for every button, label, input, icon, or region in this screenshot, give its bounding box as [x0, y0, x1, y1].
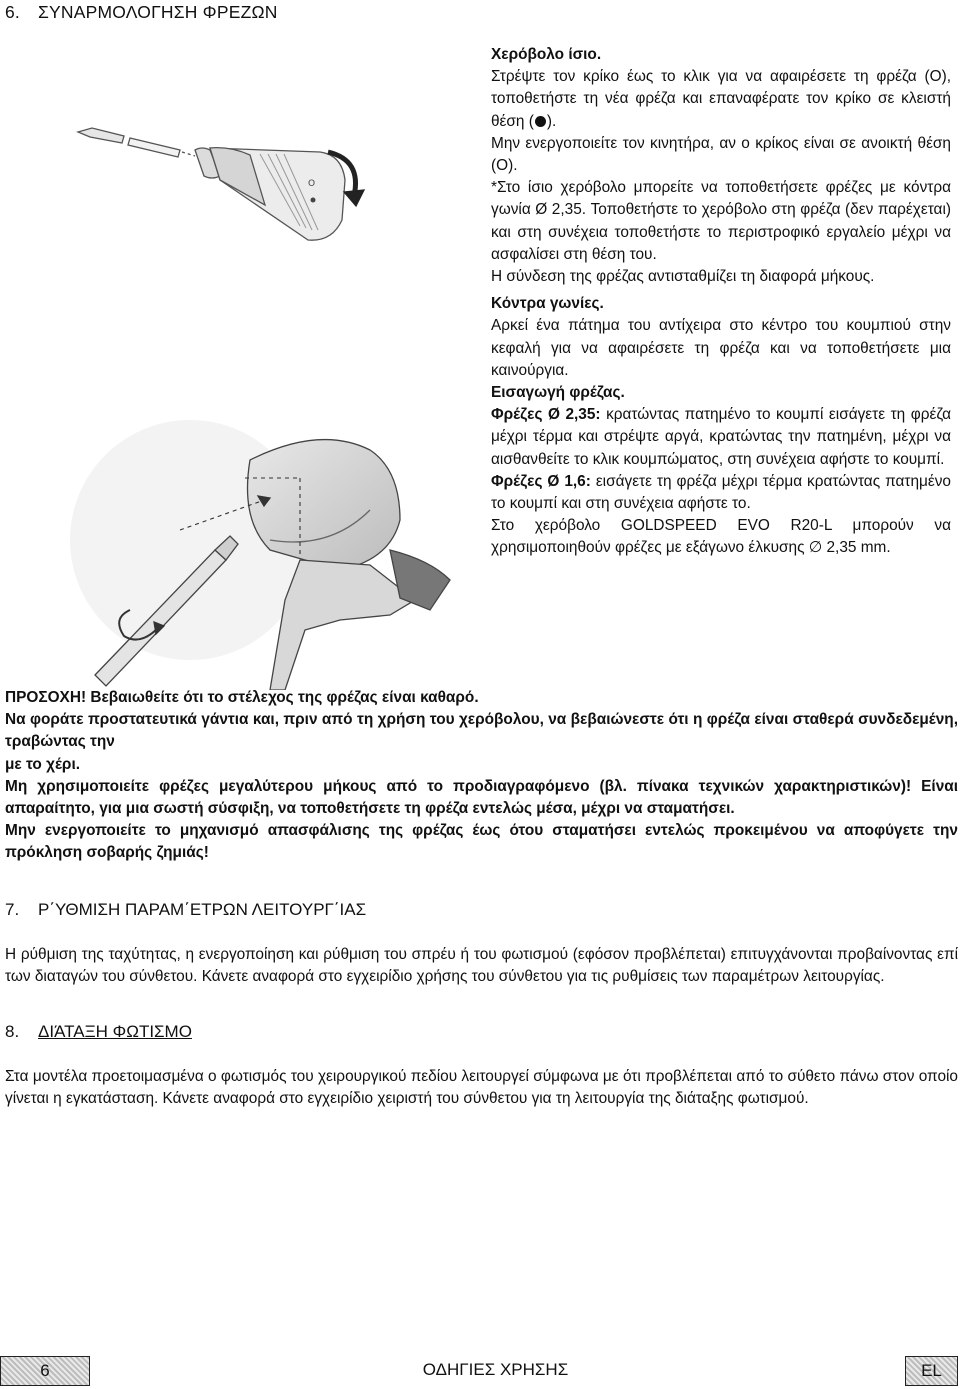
bur-16-label: Φρέζες Ø 1,6:	[491, 472, 591, 490]
bur-235-label: Φρέζες Ø 2,35:	[491, 406, 601, 424]
section-7-body: Η ρύθμιση της ταχύτητας, η ενεργοποίηση και ρύθμιση του σπρέυ ή του φωτισμού (εφόσον προβλέπεται) επιτυγχάνονται προβαίνοντας επί των διαταγών του σύνθετου. Κάνετε αναφορά στο εγχειρίδιο χρήσης του σύνθετου για τις ρυθμίσεις των παραμέτρων λειτουργίας.	[5, 946, 958, 986]
bur-insertion-title: Εισαγωγή φρέζας.	[491, 384, 625, 402]
section-8-body: Στα μοντέλα προετοιμασμένα ο φωτισμός του χειρουργικού πεδίου λειτουργεί σύμφωνα με ότι προβλέπεται από το σύθετο πάνω στον οποίο γίνεται η εγκατάσταση. Κάνετε αναφορά στο εγχειρίδιο χειριστή του σύνθετου για τη λειτουργία της διάταξης φωτισμού.	[5, 1068, 958, 1108]
bur-235-text: κρατώντας πατημένο το κουμπί εισάγετε τη φρέζα μέχρι τέρμα και στρέψτε αργά, κρατώντας την πατημένη, μέχρι να αισθανθείτε το κλικ κουμπώματος, στη συνέχεια αφήστε το κουμπί.	[491, 406, 951, 468]
section-6-heading	[5, 2, 278, 23]
contra-angle-title: Κόντρα γωνίες.	[491, 295, 604, 313]
section-7-heading	[5, 900, 366, 920]
straight-handpiece-illustration	[70, 110, 470, 270]
contra-angle-instruction: Αρκεί ένα πάτημα του αντίχειρα στο κέντρο του κουμπιού στην κεφαλή για να αφαιρέσετε τη φρέζα και να τοποθετήσετε μια καινούργια.	[491, 317, 951, 379]
bur-16-instruction	[491, 471, 951, 515]
warning-block	[5, 687, 958, 865]
section-number: 6.	[5, 2, 20, 22]
straight-instruction-motor: Μην ενεργοποιείτε τον κινητήρα, αν ο κρίκος είναι σε ανοικτή θέση (O).	[491, 134, 951, 175]
ring-text: Στρέψτε τον κρίκο έως το κλικ για να αφαιρέσετε τη φρέζα (O), τοποθετήστε τη νέα φρέζα και επαναφέρατε τον κρίκο σε κλειστή θέση (	[491, 68, 951, 130]
bur-shank	[128, 138, 180, 157]
contra-angle-illustration	[70, 390, 470, 690]
section-number: 7.	[5, 900, 20, 919]
straight-instruction-length: Η σύνδεση της φρέζας αντισταθμίζει τη διαφορά μήκους.	[491, 268, 875, 286]
warning-line: Μη χρησιμοποιείτε φρέζες μεγαλύτερου μήκους από το προδιαγραφόμενο (βλ. πίνακα τεχνικών χαρακτηριστικών)! Είναι απαραίτητο, για μια σωστή σύσφιξη, να τοποθετήσετε τη φρέζα εντελώς μέσα, μέχρι να σταματήσει.	[5, 777, 958, 818]
contra-angle-head	[248, 440, 401, 570]
section-title: ΔΙΆΤΑΞΗ ΦΩΤΙΣΜΟ	[38, 1022, 192, 1041]
warning-line: Μην ενεργοποιείτε το μηχανισμό απασφάλισης της φρέζας έως ότου σταματήσει εντελώς προκειμένου να αποφύγετε την πρόκληση σοβαρής ζημιάς!	[5, 822, 958, 862]
bur-tip	[78, 128, 124, 143]
section-8-heading	[5, 1022, 192, 1042]
ring-mark-closed	[311, 198, 316, 203]
goldspeed-note: Στο χερόβολο GOLDSPEED EVO R20-L μπορούν να χρησιμοποιηθούν φρέζες με εξάγωνο έλκυσης ∅ 2,35 mm.	[491, 517, 951, 557]
page-footer	[0, 1356, 960, 1386]
warning-line: ΠΡΟΣΟΧΗ! Βεβαιωθείτε ότι το στέλεχος της φρέζας είναι καθαρό.	[5, 689, 479, 706]
closed-position-dot-icon	[535, 116, 546, 127]
bur-235-instruction	[491, 404, 951, 471]
ring-mark-open: O	[308, 179, 316, 189]
assembly-instructions	[491, 44, 951, 560]
warning-line: με το χέρι.	[5, 755, 80, 773]
section-title: Ρ΄ΥΘΜΙΣΗ ΠΑΡΑΜ΄ΕΤΡΩΝ ΛΕΙΤΟΥΡΓ΄ΙΑΣ	[38, 900, 367, 919]
ring-text-end: ).	[546, 112, 557, 130]
warning-line: Να φοράτε προστατευτικά γάντια και, πριν από τη χρήση του χερόβολου, να βεβαιώνεστε ότι η φρέζα είναι σταθερά συνδεδεμένη, τραβώντας την	[5, 711, 958, 751]
section-title: ΣΥΝΑΡΜΟΛΟΓΗΣΗ ΦΡΕΖΩΝ	[38, 2, 278, 22]
page-number: 6	[0, 1356, 90, 1386]
bur-16-text: εισάγετε τη φρέζα μέχρι τέρμα κρατώντας πατημένο το κουμπί και στη συνέχεια αφήστε το.	[491, 472, 951, 513]
section-number: 8.	[5, 1022, 20, 1041]
straight-handpiece-title: Χερόβολο ίσιο.	[491, 46, 602, 63]
straight-instruction-ring	[491, 66, 951, 133]
language-code: EL	[905, 1356, 958, 1386]
footer-title: ΟΔΗΓΙΕΣ ΧΡΗΣΗΣ	[422, 1360, 569, 1379]
straight-instruction-contra-bur: *Στο ίσιο χερόβολο μπορείτε να τοποθετήσετε φρέζες με κόντρα γωνία Ø 2,35. Τοποθετήστε το χερόβολο στη φρέζα (δεν παρέχεται) και στη συνέχεια τοποθετήστε το περιστροφικό εργαλείο μέχρι να ασφαλίσει στη θέση του.	[491, 179, 951, 263]
